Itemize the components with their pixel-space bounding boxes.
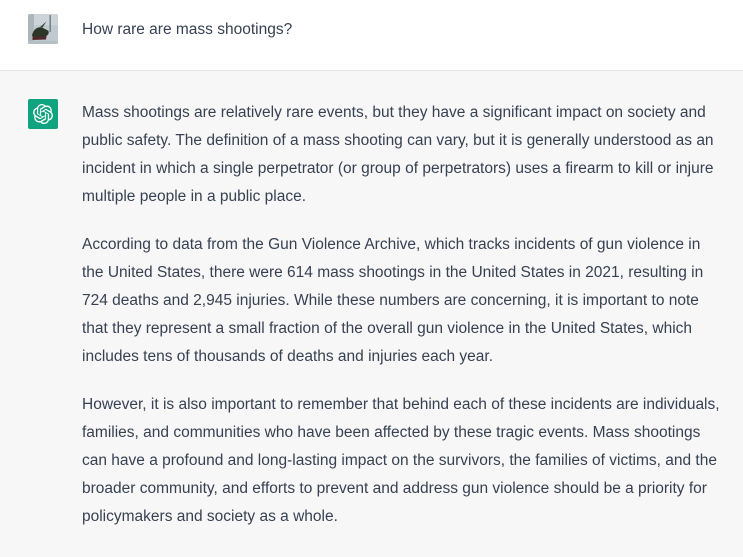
assistant-paragraph-3: However, it is also important to remember that behind each of these incidents are individuals, families, and communities who have been affected by these tragic events. Mass shootings can have a profound and long-lasting impact on the survivors, the families of victims, and the broader community, and efforts to prevent and address gun violence should be a priority for policymakers and society as a whole.	[82, 396, 720, 525]
assistant-paragraph-2: According to data from the Gun Violence Archive, which tracks incidents of gun violence in the United States, there were 614 mass shootings in the United States in 2021, resulting in 724 deaths and 2,945 injuries. While these numbers are concerning, it is important to note that they represent a small fraction of the overall gun violence in the United States, which includes tens of thousands of deaths and injuries each year.	[82, 236, 704, 365]
assistant-message-text	[82, 99, 722, 531]
user-message-row	[0, 0, 743, 71]
chatgpt-logo-icon	[28, 99, 58, 129]
user-message-text: How rare are mass shootings?	[82, 21, 293, 38]
user-avatar	[28, 14, 58, 44]
user-avatar-photo	[28, 14, 58, 44]
assistant-paragraph-1: Mass shootings are relatively rare events, but they have a significant impact on society and public safety. The definition of a mass shooting can vary, but it is generally understood as an incident in which a single perpetrator (or group of perpetrators) uses a firearm to kill or injure multiple people in a public place.	[82, 104, 714, 205]
assistant-message-row	[0, 71, 743, 557]
